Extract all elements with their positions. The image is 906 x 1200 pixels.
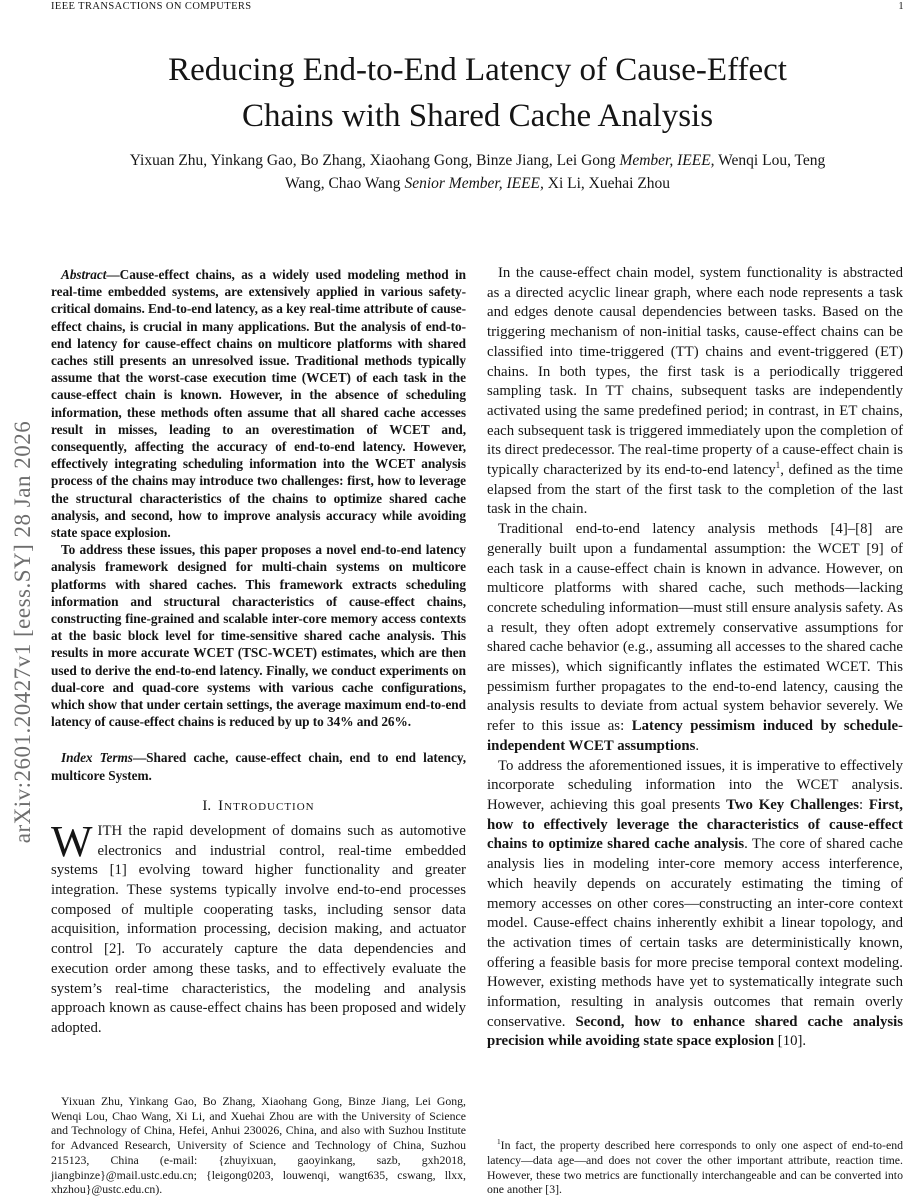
section-title: Introduction (218, 797, 315, 814)
paper-title-line-1: Reducing End-to-End Latency of Cause-Effect (168, 52, 787, 88)
footnote-1: $^1$In fact, the property described here corresponds to only one aspect of end-to-end latency—data age—and does not cover the other important attribute, reaction time. However, these two metrics are functionally interchangeable and can be converted into one another [3]. (487, 1137, 903, 1197)
intro-paragraph (51, 816, 466, 1039)
body-paragraph-2: Traditional end-to-end latency analysis methods [4]–[8] are generally built upon a fundamental assumption: the WCET [9] of each task in a cause-effect chain is known in advance. However, on multicore platforms with shared cache, such methods—lacking concrete scheduling information—must still ensure analysis safety. As a result, they often adopt extremely conservative assumptions for shared cache behavior (e.g., assuming all accesses to the shared cache are misses), which significantly inflates the estimated WCET. This pessimism further propagates to the end-to-end latency, causing the analysis results to deviate from actual system behavior severely. We refer to this issue as: Latency pessimism induced by schedule-independent WCET assumptions. (487, 521, 903, 754)
author-affiliation-footnote: Yixuan Zhu, Yinkang Gao, Bo Zhang, Xiaohang Gong, Binze Jiang, Lei Gong, Wenqi Lou, Chao Wang, Xi Li, and Xuehai Zhou are with the University of Science and Technology of China, Hefei, Anhui 230026, China, and also with Suzhou Institute for Advanced Research, University of Science and Technology of China, Suzhou 215123, China (e-mail: {zhuyixuan, gaoyinkang, sazb, gxh2018, jiangbinze}@mail.ustc.edu.cn; {leigong0203, louwenqi, wangt635, cswang, llxx, xhzhou}@ustc.edu.cn). (51, 1094, 466, 1197)
right-column (487, 264, 903, 1200)
index-terms: Index Terms—Shared cache, cause-effect chain, end to end latency, multicore System. (51, 750, 466, 783)
author-list (51, 149, 904, 195)
paper-title-line-2: Chains with Shared Cache Analysis (241, 98, 714, 134)
page-number: 1 (898, 1, 904, 12)
left-column (51, 266, 466, 1200)
journal-title: IEEE TRANSACTIONS ON COMPUTERS (51, 1, 252, 12)
running-head (51, 1, 904, 13)
section-number: I. (202, 797, 212, 814)
arxiv-watermark (6, 298, 40, 966)
arxiv-watermark-text: arXiv:2601.20427v1 [eess.SY] 28 Jan 2026 (10, 420, 35, 844)
paper-title (51, 47, 904, 139)
abstract-paragraph-1: Abstract—Cause-effect chains, as a widely used modeling method in real-time embedded systems, are extensively applied in various safety-critical domains. End-to-end latency, as a key real-time attribute of cause-effect chains, is crucial in many applications. But the analysis of end-to-end latency for cause-effect chains on multicore platforms with shared caches still presents an unresolved issue. Traditional methods typically assume that the worst-case execution time (WCET) of each task in the cause-effect chain is known. However, in the absence of scheduling information, these methods often assume that all shared cache accesses result in misses, leading to an overestimation of WCET and, consequently, affecting the accuracy of end-to-end latency. However, effectively integrating scheduling information into the WCET analysis process of the chains may introduce two challenges: first, how to leverage the structural characteristics of the chains to optimize shared cache analysis, and second, how to improve analysis accuracy while avoiding state space explosion. (51, 267, 466, 541)
body-paragraph-3: To address the aforementioned issues, it is imperative to effectively incorporate scheduling information into the WCET analysis. However, achieving this goal presents Two Key Challenges: First, how to effectively leverage the characteristics of cause-effect chains to optimize shared cache analysis. The core of shared cache analysis lies in modeling inter-core memory access interference, which heavily depends on accurately estimating the timing of memory accesses on other cores—constructing an inter-core context model. Cause-effect chains inherently exhibit a linear topology, and the activation times of certain tasks are deterministically known, offering a feasible basis for more precise temporal context modeling. However, existing methods have yet to systematically integrate such information, resulting in analysis outcomes that remain overly conservative. Second, how to enhance shared cache analysis precision while avoiding state space explosion [10]. (487, 757, 903, 1050)
body-paragraph-1: In the cause-effect chain model, system functionality is abstracted as a directed acyclic linear graph, where each node represents a task and edges denote causal dependencies between tasks. Based on the triggering mechanism of non-initial tasks, cause-effect chains can be classified into time-triggered (TT) chains and event-triggered (ET) chains. In both types, the first task is a periodically triggered sampling task. In TT chains, subsequent tasks are independently activated using the same predefined period; in contrast, in ET chains, each subsequent task is triggered immediately upon the completion of its direct predecessor. The real-time property of a cause-effect chain is typically characterized by its end-to-end latency$^1$, defined as the time elapsed from the start of the first task to the completion of the last task in the chain. (487, 265, 903, 518)
intro-text: ITH the rapid development of domains such as automotive electronics and industrial control, real-time embedded systems [1] evolving toward higher functionality and greater integration. These systems typically involve end-to-end processes composed of multiple cooperating tasks, including sensor data acquisition, information processing, decision making, and actuator control [2]. To accurately capture the data dependencies and execution order among these tasks, and to effectively evaluate the system’s real-time characteristics, the modeling and analysis approach known as cause-effect chains has been proposed and widely adopted. (51, 822, 466, 1036)
drop-cap: W (51, 816, 93, 866)
section-heading-introduction (51, 798, 466, 815)
author-line-1: Yixuan Zhu, Yinkang Gao, Bo Zhang, Xiaohang Gong, Binze Jiang, Lei Gong Member, IEEE, Wenqi Lou, Teng (129, 152, 826, 169)
author-line-2: Wang, Chao Wang Senior Member, IEEE, Xi Li, Xuehai Zhou (284, 175, 671, 192)
abstract-paragraph-2: To address these issues, this paper proposes a novel end-to-end latency analysis framework designed for multi-chain systems on multicore platforms with shared caches. This framework extracts scheduling information and structural characteristics of cause-effect chains, constructing fine-grained and scalable inter-core memory access contexts at the basic block level for time-sensitive shared cache analysis. This results in more accurate WCET (TSC-WCET) estimates, which are then used to derive the end-to-end latency. Finally, we conduct experiments on dual-core and quad-core systems with various cache configurations, which show that under certain settings, the average maximum end-to-end latency of cause-effect chains is reduced by up to 34% and 26%. (51, 542, 466, 730)
